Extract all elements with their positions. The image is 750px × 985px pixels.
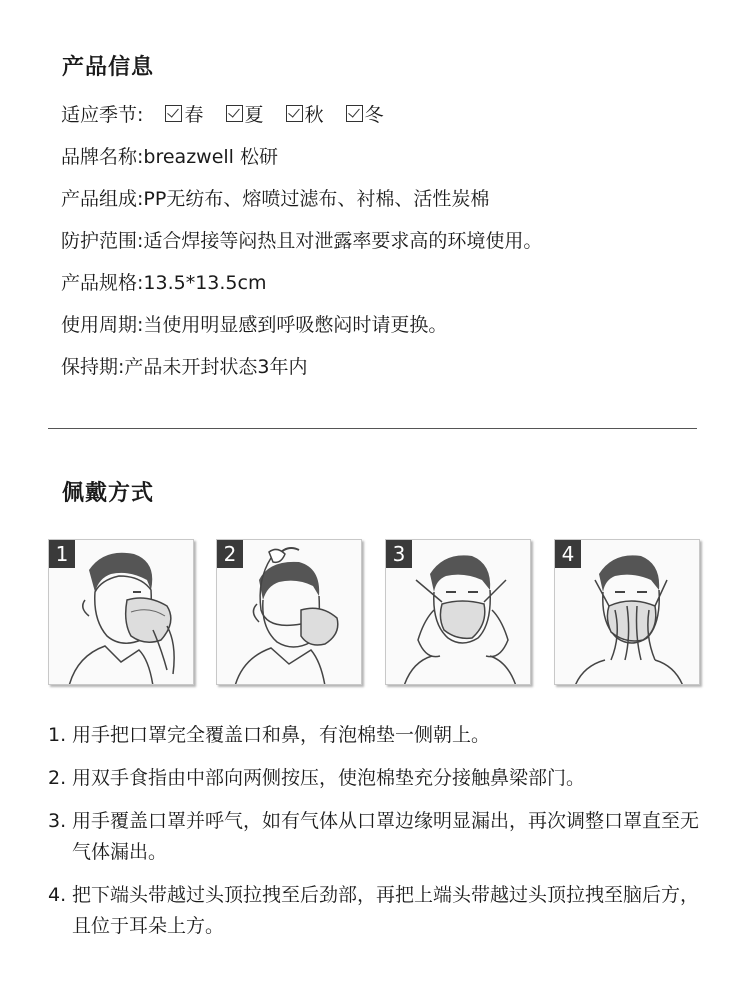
season-label: 适应季节: (61, 104, 144, 126)
instruction-item: 3. 用手覆盖口罩并呼气，如有气体从口罩边缘明显漏出，再次调整口罩直至无气体漏出。 (48, 810, 700, 863)
wearing-steps-illustrations (48, 539, 700, 687)
product-info-title: 产品信息 (62, 55, 155, 80)
info-row-composition: 产品组成:PP无纺布、熔喷过滤布、衬棉、活性炭棉 (61, 188, 490, 210)
instruction-item: 1. 用手把口罩完全覆盖口和鼻，有泡棉垫一侧朝上。 (48, 724, 491, 746)
season-summer: 夏 (226, 98, 264, 132)
step-number: 1 (49, 540, 75, 568)
product-info-list (61, 98, 542, 392)
instruction-item: 2. 用双手食指由中部向两侧按压，使泡棉垫充分接触鼻梁部门。 (48, 767, 586, 789)
step-3-illustration (385, 539, 531, 685)
step-number: 2 (217, 540, 243, 568)
step-number: 4 (555, 540, 581, 568)
info-row-shelf-life: 保持期:产品未开封状态3年内 (61, 356, 308, 378)
season-row (61, 98, 542, 140)
step-4-illustration (554, 539, 700, 685)
info-row-usage-period: 使用周期:当使用明显感到呼吸憋闷时请更换。 (61, 314, 448, 336)
season-spring: 春 (165, 98, 203, 132)
info-row-spec: 产品规格:13.5*13.5cm (61, 272, 267, 294)
checked-box-icon (226, 105, 243, 122)
step-1-illustration (48, 539, 194, 685)
step-number: 3 (386, 540, 412, 568)
step-2-illustration (216, 539, 362, 685)
checked-box-icon (346, 105, 363, 122)
section-divider (48, 428, 697, 429)
season-winter: 冬 (346, 98, 384, 132)
info-row-protection: 防护范围:适合焊接等闷热且对泄露率要求高的环境使用。 (61, 230, 543, 252)
checked-box-icon (286, 105, 303, 122)
checked-box-icon (165, 105, 182, 122)
info-row-brand: 品牌名称:breazwell 松研 (61, 146, 278, 168)
season-autumn: 秋 (286, 98, 324, 132)
wearing-instructions-list (48, 720, 708, 954)
instruction-item: 4. 把下端头带越过头顶拉拽至后劲部，再把上端头带越过头顶拉拽至脑后方，且位于耳朵上方。 (48, 884, 700, 937)
wearing-method-title: 佩戴方式 (62, 481, 155, 506)
